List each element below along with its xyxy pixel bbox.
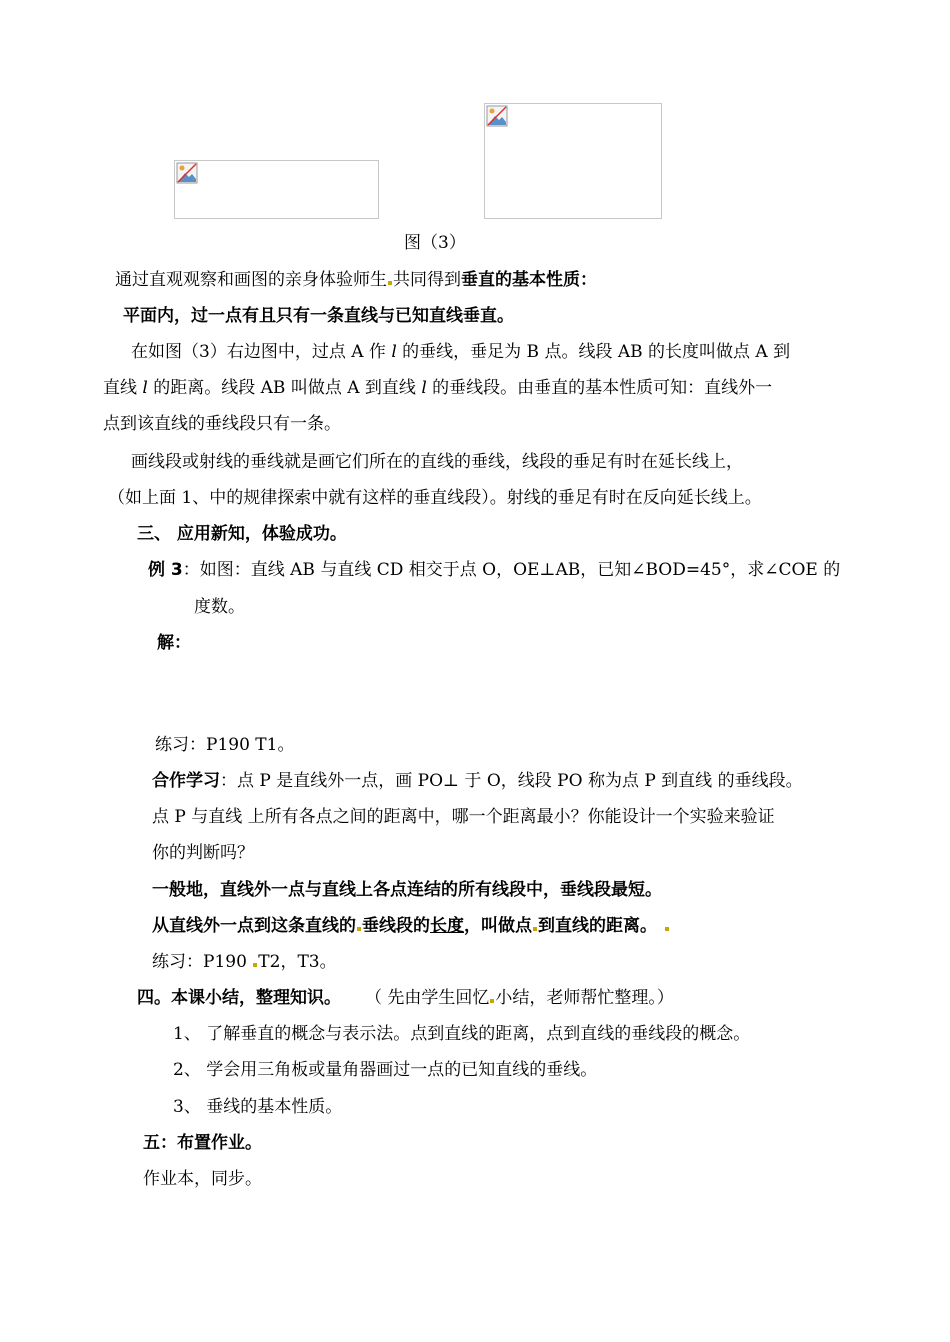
para2-line1: 画线段或射线的垂线就是画它们所在的直线的垂线，线段的垂足有时在延长线上， [131,452,743,472]
section3-title: 三、 应用新知，体验成功。 [137,524,347,544]
section4-title: 四。本课小结，整理知识。 [137,988,341,1008]
para1-l1b: l [391,342,397,362]
cooperative-l1: ：点 P 是直线外一点，画 PO⊥ 于 O，线段 PO 称为点 P 到直线 的垂线段。 [220,771,803,791]
conclusion2-a: 从直线外一点到这条直线的 [152,916,356,936]
mark-dot [253,963,257,967]
perpendicular-property: 平面内，过一点有且只有一条直线与已知直线垂直。 [123,306,514,326]
section5-title: 五：布置作业。 [143,1133,262,1153]
practice1: 练习：P190 T1。 [155,735,295,755]
figure-caption: 图（3） [404,233,466,253]
example3-label: 例 3 [148,560,183,580]
summary-item-2: 2、 学会用三角板或量角器画过一点的已知直线的垂线。 [173,1060,598,1080]
section4-heading [137,988,674,1008]
section4-note-b: 小结，老师帮忙整理。） [495,988,674,1008]
practice2 [152,952,337,972]
para1-l2d: l [421,378,427,398]
conclusion2-c: 长度 [430,916,464,936]
conclusion2-e: 到直线的距离 [538,916,640,936]
intro-bold: 垂直的基本性质： [461,270,597,290]
para1-l1c: 的垂线，垂足为 B 点。线段 AB 的长度叫做点 A 到 [396,342,791,362]
broken-image-icon [486,105,508,127]
example3-solution-label: 解： [157,633,191,653]
cooperative-line1 [152,771,803,791]
conclusion2-d: ，叫做点 [464,916,532,936]
conclusion1: 一般地，直线外一点与直线上各点连结的所有线段中，垂线段最短。 [152,880,662,900]
cooperative-line3: 你的判断吗？ [152,843,254,863]
para1-line2 [103,378,772,398]
cooperative-label: 合作学习 [152,771,220,791]
mark-dot [490,999,494,1003]
section5-content: 作业本，同步。 [143,1169,262,1189]
figure-right-image [484,103,662,219]
conclusion2 [152,916,670,936]
intro-text-b: 共同得到 [393,270,461,290]
mark-dot [357,927,361,931]
broken-image-icon [176,162,198,184]
summary-item-1: 1、 了解垂直的概念与表示法。点到直线的距离，点到直线的垂线段的概念。 [173,1024,751,1044]
mark-dot [533,927,537,931]
para1-line3: 点到该直线的垂线段只有一条。 [103,414,341,434]
conclusion2-b: 垂线段的 [362,916,430,936]
para1-l2c: 的距离。线段 AB 叫做点 A 到直线 [147,378,422,398]
example3-line1 [148,560,840,580]
para1-line1 [131,342,790,362]
intro-text-a: 通过直观观察和画图的亲身体验师生 [115,270,387,290]
conclusion2-f: 。 [640,916,657,936]
para1-l2a: 直线 [103,378,143,398]
section4-note-a: （ 先由学生回忆 [365,988,490,1008]
cooperative-line2: 点 P 与直线 上所有各点之间的距离中，哪一个距离最小？你能设计一个实验来验证 [152,807,775,827]
para1-l1a: 在如图（3）右边图中，过点 A 作 [131,342,392,362]
example3-l1: ：如图：直线 AB 与直线 CD 相交于点 O，OE⊥AB，已知∠BOD=45°，求∠COE 的 [182,560,841,580]
mark-dot [665,927,669,931]
summary-item-3: 3、 垂线的基本性质。 [173,1097,343,1117]
para2-line2: （如上面 1、中的规律探索中就有这样的垂直线段）。射线的垂足有时在反向延长线上。 [108,488,762,508]
mark-dot [388,281,392,285]
figure-left-image [174,160,379,219]
intro-line [115,270,597,290]
practice2-a: 练习：P190 [152,952,253,972]
para1-l2e: 的垂线段。由垂直的基本性质可知：直线外一 [426,378,773,398]
example3-line2: 度数。 [194,597,245,617]
practice2-b: T2，T3。 [258,952,337,972]
para1-l2b: l [142,378,148,398]
